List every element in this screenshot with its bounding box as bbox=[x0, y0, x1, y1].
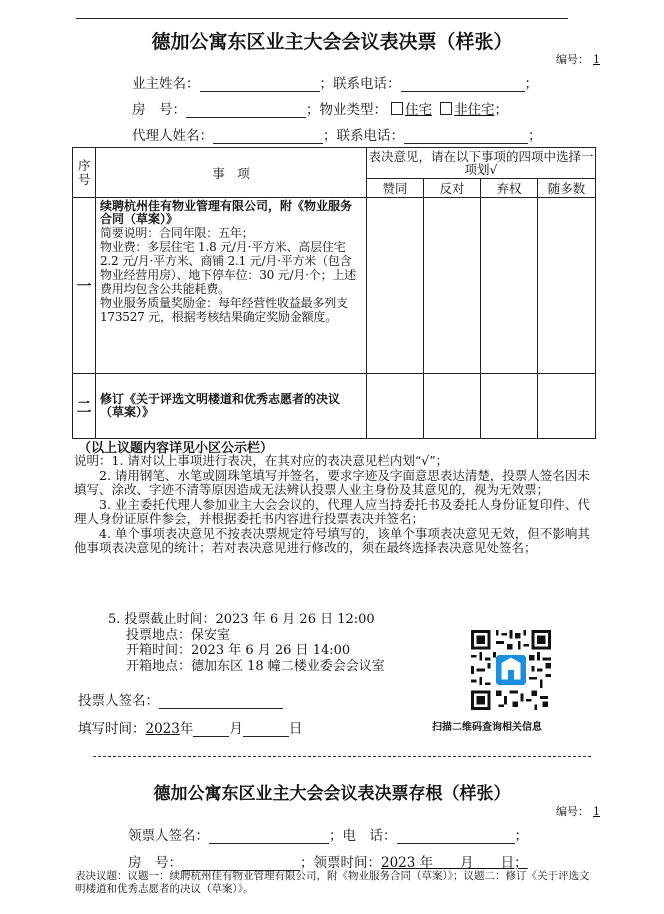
row-item bbox=[96, 198, 367, 374]
recipient-label: 领票人签名： bbox=[128, 828, 209, 844]
property-type-label: ；物业类型： bbox=[306, 102, 387, 118]
phone-label-2: ；联系电话： bbox=[323, 128, 404, 144]
residential-label: 住宅 bbox=[405, 102, 432, 118]
vote-abstain-cell[interactable] bbox=[480, 374, 537, 439]
option-abstain-header: 弃权 bbox=[480, 179, 537, 198]
stub-title: 德加公寓东区业主大会会议表决票存根（样张） bbox=[153, 784, 511, 804]
vote-deadline: 5. 投票截止时间：2023 年 6 月 26 日 12:00 bbox=[108, 612, 375, 627]
row-end: ； bbox=[514, 828, 528, 844]
stub-room-row: 房 号： ；领票时间：2023 年 月 日； bbox=[128, 855, 528, 871]
receive-day: 日； bbox=[500, 855, 528, 871]
row-end: ； bbox=[494, 102, 508, 118]
vote-abstain-cell[interactable] bbox=[480, 198, 537, 374]
stub-room-label: 房 号： bbox=[128, 855, 182, 871]
nonresidential-label: 非住宅 bbox=[454, 102, 495, 118]
item-fees: 物业费：多层住宅 1.8 元/月·平方米、高层住宅 2.2 元/月·平方米、商铺 2.1 元/月·平方米（包含物业经营用房）、地下停车位：30 元/月·个；上述费用均包含公共能耗费。 bbox=[100, 240, 356, 296]
instructions bbox=[74, 454, 594, 556]
open-place: 开箱地点：德加东区 18 幢二楼业委会会议室 bbox=[126, 658, 385, 674]
fill-year: 2023 bbox=[145, 721, 180, 737]
instruction-4: 4. 单个事项表决意见不按表决票规定符号填写的，该单个事项表决意见无效，但不影响其他事项表决意见的统计；若对表决意见进行修改的，须在最终选择表决意见处签名； bbox=[74, 525, 590, 555]
cut-line bbox=[93, 756, 591, 757]
table-row bbox=[73, 198, 596, 374]
top-rule bbox=[76, 18, 568, 19]
nonresidential-checkbox[interactable] bbox=[440, 102, 452, 115]
row-end: ； bbox=[524, 76, 538, 92]
receive-time-label: ；领票时间： bbox=[300, 855, 381, 871]
serial-value: 1 bbox=[593, 53, 600, 66]
table-row bbox=[73, 374, 596, 439]
vote-oppose-cell[interactable] bbox=[423, 198, 480, 374]
stub-serial-label: 编号： bbox=[556, 805, 589, 818]
stub-serial-value: 1 bbox=[593, 805, 600, 818]
option-approve-header: 赞同 bbox=[367, 179, 424, 198]
option-majority-header: 随多数 bbox=[537, 179, 595, 198]
serial-label: 编号： bbox=[556, 53, 589, 66]
fill-month-field[interactable] bbox=[193, 723, 229, 737]
fill-day-field[interactable] bbox=[243, 723, 289, 737]
instruction-3: 3. 业主委托代理人参加业主大会会议的，代理人应当持委托书及委托人身份证复印件、代理人身份证原件参会，并根据委托书内容进行投票表决并签名； bbox=[74, 496, 590, 526]
instruction-2: 2. 请用钢笔、水笔或圆珠笔填写并签名，要求字迹及字面意思表达清楚，投票人签名因未填写、涂改、字迹不清等原因造成无法辨认投票人业主身份及其意见的，视为无效票； bbox=[74, 467, 590, 497]
day-unit: 日 bbox=[288, 721, 303, 737]
month-unit: 月 bbox=[229, 721, 243, 737]
signature-field[interactable] bbox=[159, 695, 283, 709]
stub-phone-label: ；电 话： bbox=[329, 828, 397, 844]
item-title: 续聘杭州佳有物业管理有限公司，附《物业服务合同（草案）》 bbox=[100, 199, 353, 226]
option-oppose-header: 反对 bbox=[423, 179, 480, 198]
agent-phone-field[interactable] bbox=[404, 130, 528, 144]
qr-code-icon[interactable] bbox=[471, 630, 551, 710]
ballot-serial bbox=[556, 51, 600, 67]
opinion-header: 表决意见，请在以下事项的四项中选择一项划√ bbox=[368, 149, 594, 177]
vote-majority-cell[interactable] bbox=[537, 374, 595, 439]
stub-topics: 表决议题：议题一：续聘杭州佳有物业管理有限公司，附《物业服务合同（草案）》；议题二：修订《关于评选文明楼道和优秀志愿者的决议（草案）》。 bbox=[75, 870, 590, 895]
owner-name-label: 业主姓名： bbox=[132, 76, 200, 92]
ballot-title: 德加公寓东区业主大会会议表决票（样张） bbox=[151, 31, 513, 53]
stub-recipient-row bbox=[128, 824, 528, 844]
receive-year: 2023 bbox=[381, 855, 416, 871]
item-summary: 简要说明：合同年限：五年； bbox=[100, 226, 254, 240]
vote-place: 投票地点：保安室 bbox=[126, 627, 231, 643]
owner-row bbox=[132, 72, 538, 92]
owner-phone-field[interactable] bbox=[401, 78, 525, 92]
item-bonus: 物业服务质量奖励金：每年经营性收益最多列支 173527 元，根据考核结果确定奖励金额度。 bbox=[100, 296, 348, 324]
agent-row bbox=[132, 124, 542, 144]
room-label: 房 号： bbox=[132, 102, 186, 118]
qr-caption: 扫描二维码查询相关信息 bbox=[432, 722, 542, 733]
fill-time-label: 填写时间： bbox=[78, 721, 146, 737]
row-seq: 一 bbox=[73, 198, 96, 374]
agent-name-label: 代理人姓名： bbox=[132, 128, 213, 144]
row-end: ； bbox=[528, 128, 542, 144]
owner-name-field[interactable] bbox=[200, 78, 320, 92]
residential-checkbox[interactable] bbox=[391, 102, 403, 115]
stub-room-field[interactable] bbox=[182, 857, 300, 871]
table-header-row bbox=[73, 148, 596, 179]
year-unit: 年 bbox=[179, 721, 194, 737]
recipient-field[interactable] bbox=[209, 830, 329, 844]
item-header: 事 项 bbox=[96, 148, 367, 198]
signature-row bbox=[78, 689, 283, 709]
vote-approve-cell[interactable] bbox=[367, 198, 424, 374]
schedule bbox=[108, 612, 385, 674]
stub-phone-field[interactable] bbox=[397, 830, 515, 844]
vote-table bbox=[72, 147, 596, 439]
room-field[interactable] bbox=[186, 104, 306, 118]
open-time: 开箱时间：2023 年 6 月 26 日 14:00 bbox=[126, 643, 351, 658]
signature-label: 投票人签名： bbox=[78, 693, 159, 709]
row-item bbox=[96, 374, 367, 439]
notice-heading: （以上议题内容详见小区公示栏） bbox=[78, 441, 274, 456]
seq-header: 序号 bbox=[73, 148, 96, 198]
stub-serial bbox=[556, 803, 600, 819]
vote-majority-cell[interactable] bbox=[537, 198, 595, 374]
item-title: 修订《关于评选文明楼道和优秀志愿者的决议（草案）》 bbox=[100, 392, 341, 419]
room-row bbox=[132, 98, 508, 118]
fill-time-row bbox=[78, 717, 302, 737]
row-seq: 二 bbox=[73, 374, 96, 439]
vote-oppose-cell[interactable] bbox=[423, 374, 480, 439]
agent-name-field[interactable] bbox=[213, 130, 323, 144]
vote-approve-cell[interactable] bbox=[367, 374, 424, 439]
phone-label-1: ；联系电话： bbox=[319, 76, 401, 92]
instruction-1: 说明：1. 请对以上事项进行表决，在其对应的表决意见栏内划“√”； bbox=[74, 453, 449, 468]
